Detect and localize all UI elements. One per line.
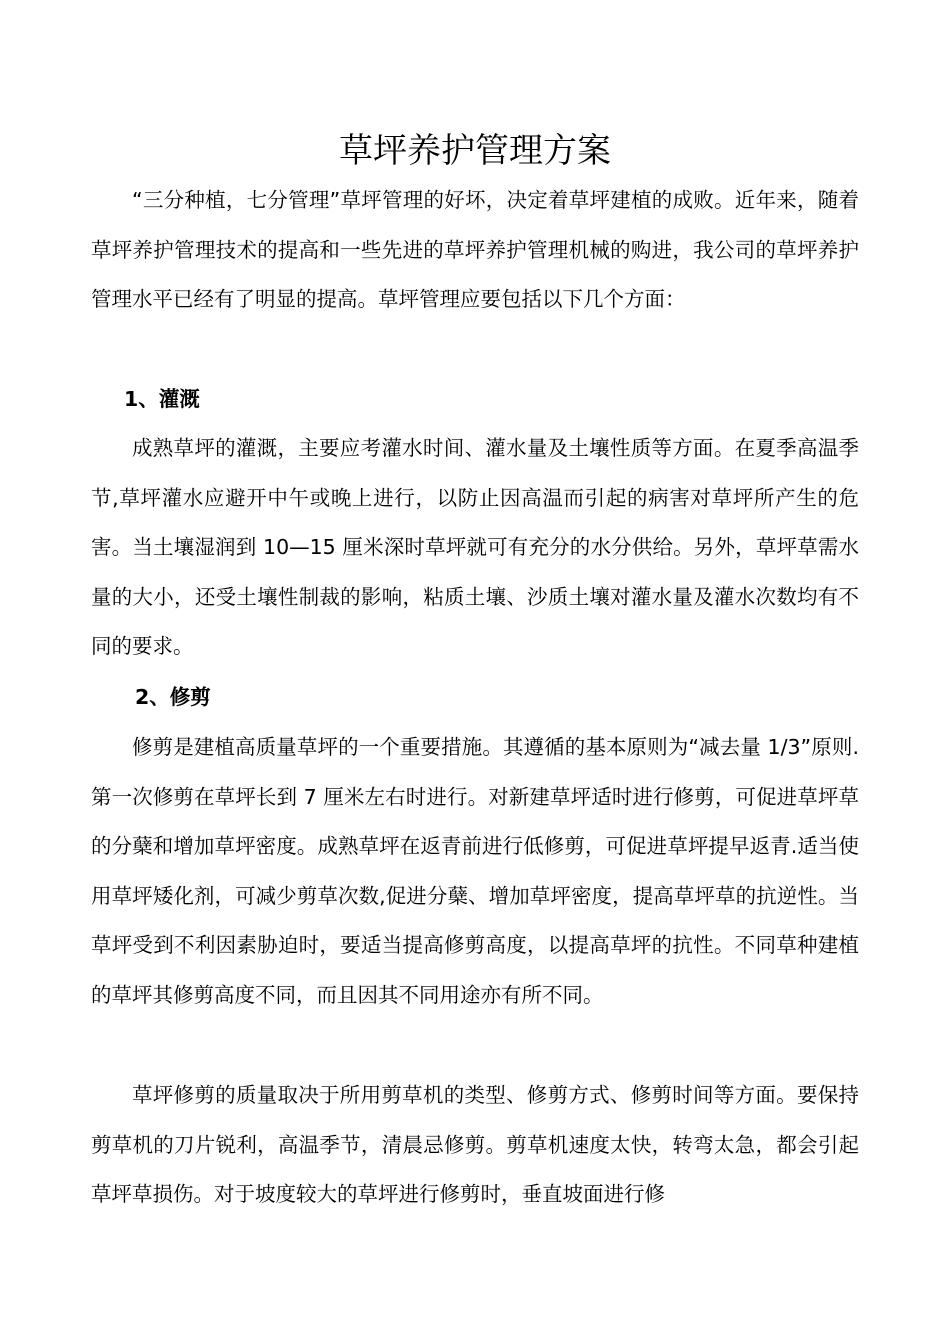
document-title: 草坪养护管理方案 (339, 131, 611, 171)
section-heading-irrigation: 1、灌溉 (124, 387, 200, 411)
mowing-quality-paragraph: 草坪修剪的质量取决于所用剪草机的类型、修剪方式、修剪时间等方面。要保持剪草机的刀片锐利，高温季节，清晨忌修剪。剪草机速度太快，转弯太急，都会引起草坪草损伤。对于坡度较大的草坪进行修剪时，垂直坡面进行修 (91, 1083, 859, 1207)
intro-paragraph: “三分种植，七分管理”草坪管理的好坏，决定着草坪建植的成败。近年来，随着草坪养护管理技术的提高和一些先进的草坪养护管理机械的购进，我公司的草坪养护管理水平已经有了明显的提高。草坪管理应要包括以下几个方面： (91, 188, 859, 312)
mowing-paragraph: 修剪是建植高质量草坪的一个重要措施。其遵循的基本原则为“减去量 1/3”原则.第一次修剪在草坪长到 7 厘米左右时进行。对新建草坪适时进行修剪，可促进草坪草的分蘖和增加草坪密度。成熟草坪在返青前进行低修剪，可促进草坪提早返青.适当使用草坪矮化剂，可减少剪草次数,促进分蘖、增加草坪密度，提高草坪草的抗逆性。当草坪受到不利因素胁迫时，要适当提高修剪高度，以提高草坪的抗性。不同草种建植的草坪其修剪高度不同，而且因其不同用途亦有所不同。 (91, 735, 859, 1007)
irrigation-paragraph: 成熟草坪的灌溉，主要应考灌水时间、灌水量及土壤性质等方面。在夏季高温季节,草坪灌水应避开中午或晚上进行，以防止因高温而引起的病害对草坪所产生的危害。当土壤湿润到 10—15 厘米深时草坪就可有充分的水分供给。另外，草坪草需水量的大小，还受土壤性制裁的影响，粘质土壤、沙质土壤对灌水量及灌水次数均有不同的要求。 (91, 436, 859, 659)
section-heading-mowing: 2、修剪 (135, 685, 211, 709)
